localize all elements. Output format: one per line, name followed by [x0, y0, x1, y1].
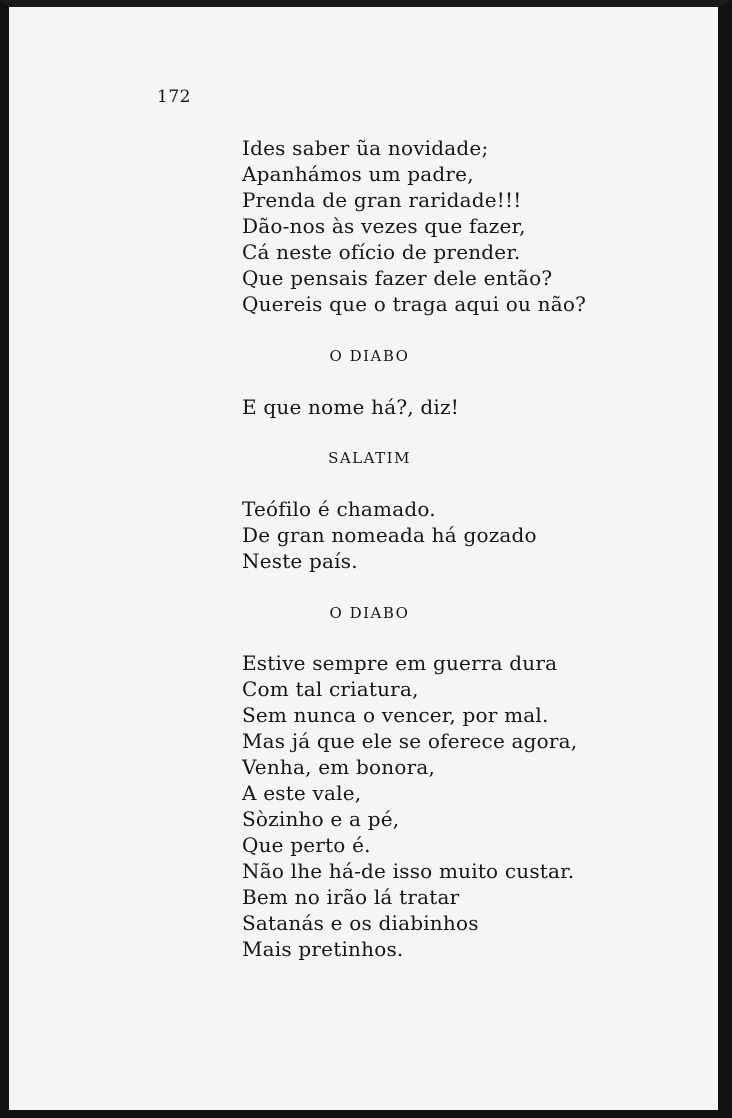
verse-line: Prenda de gran raridade!!! [242, 188, 522, 212]
verse-line: Que pensais fazer dele então? [242, 266, 553, 290]
verse-line: Estive sempre em guerra dura [242, 651, 558, 675]
verse-line: Teófilo é chamado. [242, 497, 436, 521]
speaker-name: O DIABO [329, 604, 410, 622]
verse-line: Ides saber ũa novidade; [242, 136, 489, 160]
verse-line: Venha, em bonora, [242, 755, 436, 779]
verse-line: Neste país. [242, 549, 358, 573]
speaker-name: O DIABO [329, 347, 410, 365]
verse-line: Sem nunca o vencer, por mal. [242, 703, 549, 727]
verse-line: Apanhámos um padre, [242, 162, 474, 186]
verse-line: Com tal criatura, [242, 677, 419, 701]
verse-line: Quereis que o traga aqui ou não? [242, 292, 587, 316]
verse-line: Mas já que ele se oferece agora, [242, 729, 578, 753]
verse-line: De gran nomeada há gozado [242, 523, 537, 547]
verse-line: Satanás e os diabinhos [242, 911, 479, 935]
verse-line: E que nome há?, diz! [242, 395, 459, 419]
verse-line: Sòzinho e a pé, [242, 807, 400, 831]
verse-line: Cá neste ofício de prender. [242, 240, 521, 264]
speaker-name: SALATIM [328, 449, 411, 467]
page-number: 172 [157, 87, 191, 107]
verse-line: Que perto é. [242, 833, 371, 857]
verse-line: Dão-nos às vezes que fazer, [242, 214, 526, 238]
verse-line: Bem no irão lá tratar [242, 885, 460, 909]
verse-line: Mais pretinhos. [242, 937, 404, 961]
verse-line: Não lhe há-de isso muito custar. [242, 859, 575, 883]
verse-line: A este vale, [242, 781, 362, 805]
